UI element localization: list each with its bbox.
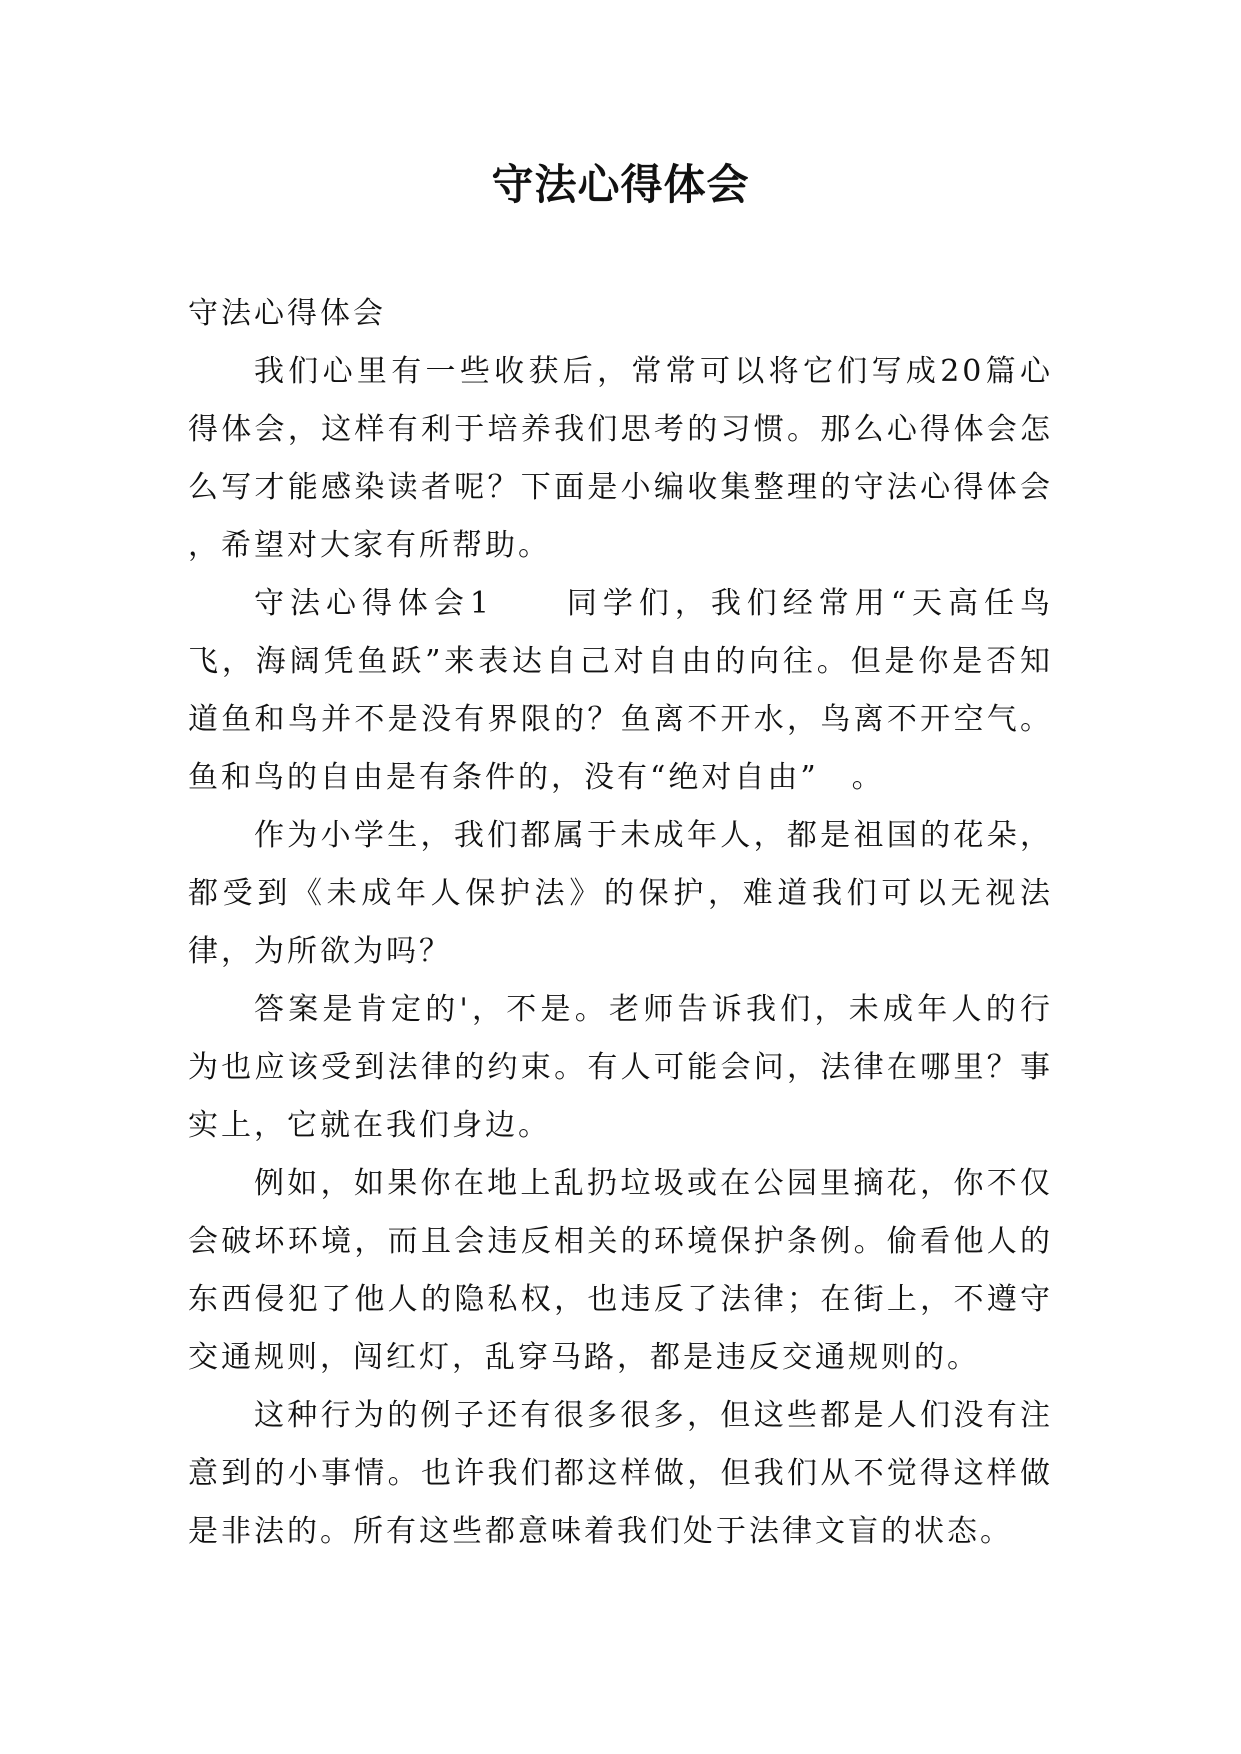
paragraph-5: 这种行为的例子还有很多很多，但这些都是人们没有注意到的小事情。也许我们都这样做，但我们从不觉得这样做是非法的。所有这些都意味着我们处于法律文盲的状态。 (188, 1398, 1053, 1549)
paragraph-1: 守法心得体会1 同学们，我们经常用“天高任鸟飞，海阔凭鱼跃”来表达自己对自由的向往。但是你是否知道鱼和鸟并不是没有界限的？鱼离不开水，鸟离不开空气。鱼和鸟的自由是有条件的，没有“绝对自由” 。 (188, 586, 1053, 795)
document-body (188, 285, 1053, 1561)
paragraph-4: 例如，如果你在地上乱扔垃圾或在公园里摘花，你不仅会破坏环境，而且会违反相关的环境保护条例。偷看他人的东西侵犯了他人的隐私权，也违反了法律；在街上，不遵守交通规则，闯红灯，乱穿马路，都是违反交通规则的。 (188, 1166, 1053, 1375)
section-subheading: 守法心得体会 (188, 296, 386, 331)
document-title: 守法心得体会 (491, 160, 750, 209)
paragraph-intro: 我们心里有一些收获后，常常可以将它们写成20篇心得体会，这样有利于培养我们思考的习惯。那么心得体会怎么写才能感染读者呢？下面是小编收集整理的守法心得体会 ，希望对大家有所帮助。 (188, 354, 1053, 563)
paragraph-3: 答案是肯定的'，不是。老师告诉我们，未成年人的行为也应该受到法律的约束。有人可能会问，法律在哪里？事实上，它就在我们身边。 (188, 992, 1053, 1143)
paragraph-2: 作为小学生，我们都属于未成年人，都是祖国的花朵，都受到《未成年人保护法》的保护，难道我们可以无视法律，为所欲为吗？ (188, 818, 1053, 969)
